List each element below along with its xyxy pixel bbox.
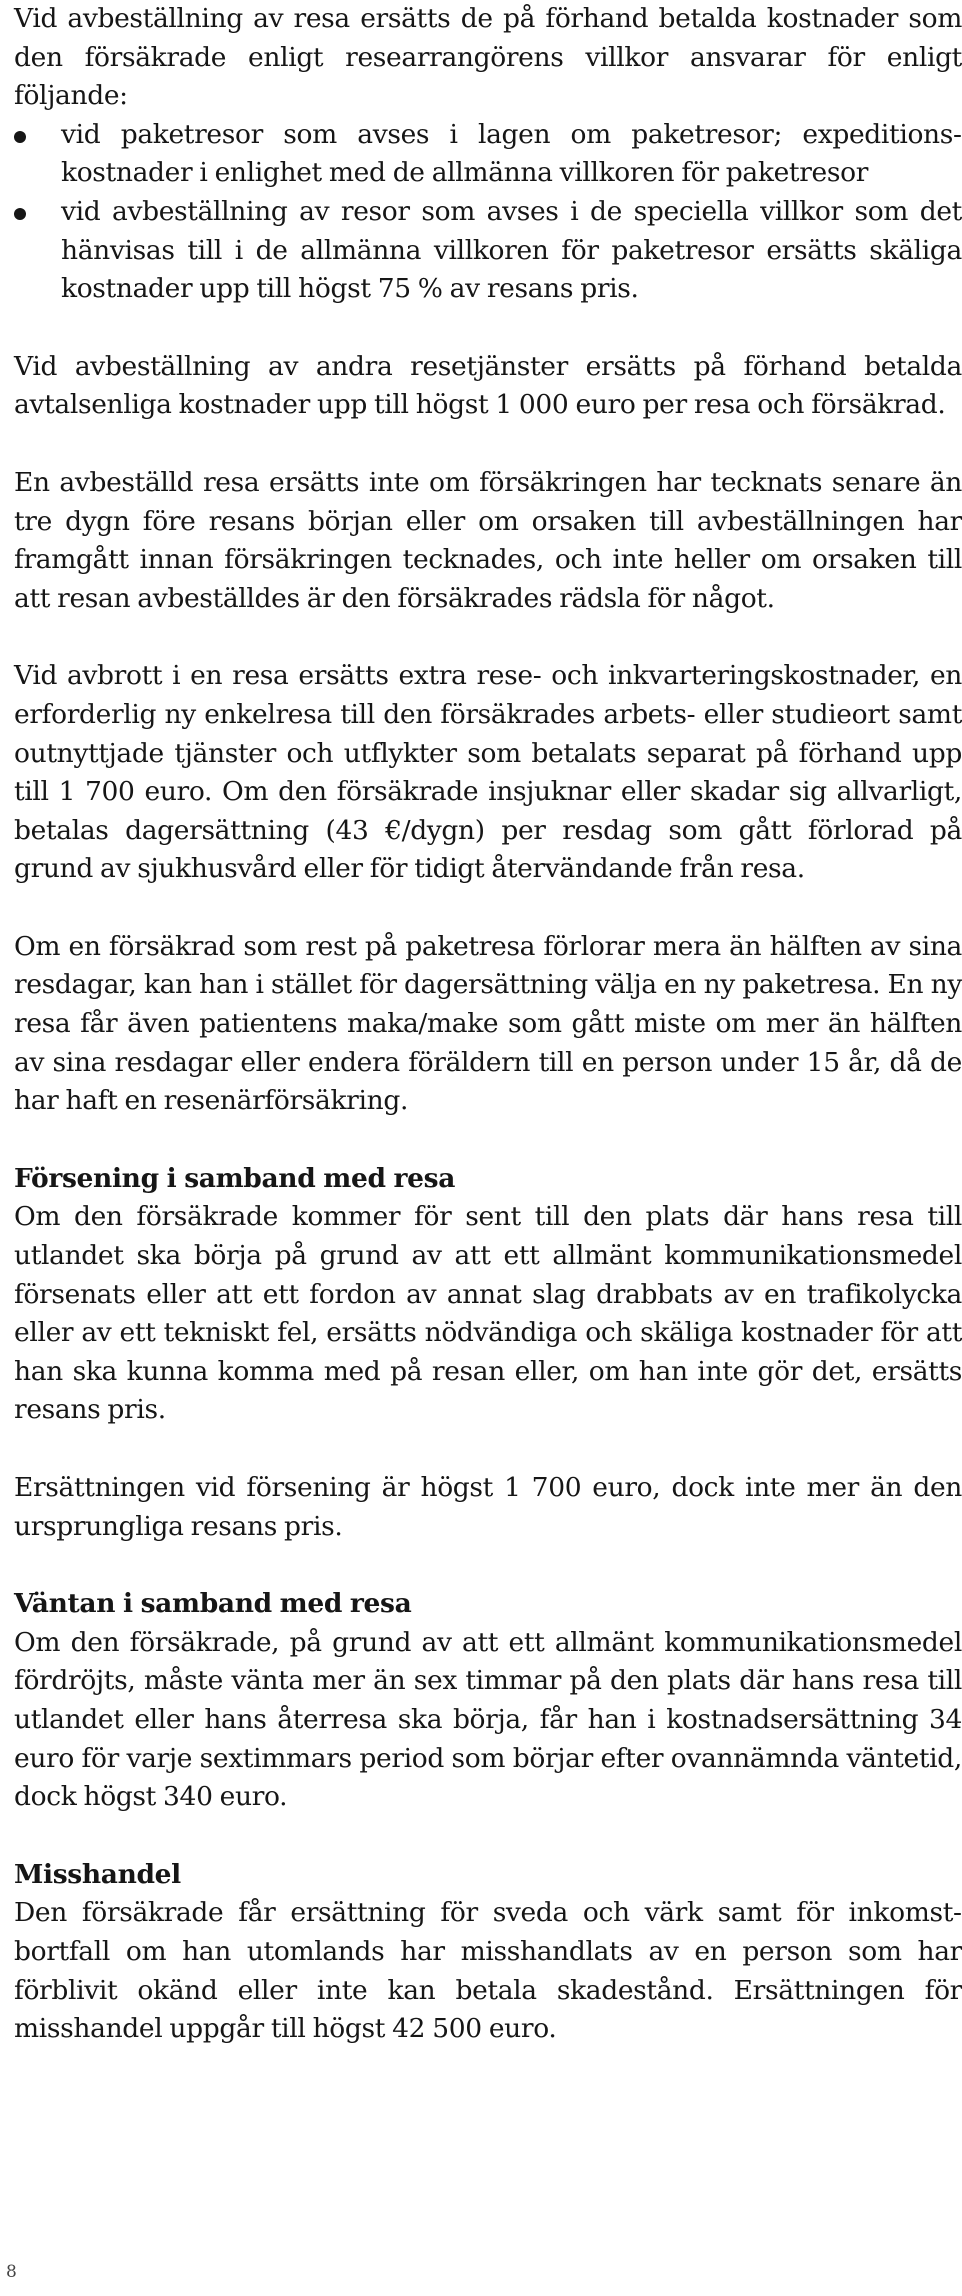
paragraph-delay-limit: Ersättningen vid försening är högst 1 700 euro, dock inte mer än den ursprungliga resans pris.	[14, 1472, 962, 1542]
paragraph-delay: Om den försäkrade kommer för sent till den plats där hans resa till utlandet ska börja på grund av att ett allmänt kommunikationsmedel försenats eller att ett fordon av annat slag drabbats av en trafikolycka eller av ett tekniskt fel, ersätts nödvändiga och skäliga kostnader för att han ska kunna komma med på resan eller, om han inte gör det, ersätts resans pris.	[14, 1201, 962, 1426]
intro-paragraph: Vid avbeställning av resa ersätts de på förhand betalda kostnader som den försäkrade enligt researrangörens villkor ansvarar för enligt följande:	[14, 3, 962, 112]
section-heading-assault: Misshandel	[14, 1858, 181, 1890]
bullet-icon	[14, 208, 26, 220]
paragraph-waiting: Om den försäkrade, på grund av att ett allmänt kommunikationsmedel fördröjts, måste vänta mer än sex timmar på den plats där hans resa till utlandet eller hans återresa ska börja, får han i kostnadsersättning 34 euro för varje sextimmars period som börjar efter ovannämnda väntetid, dock högst 340 euro.	[14, 1626, 962, 1813]
paragraph-trip-interruption: Vid avbrott i en resa ersätts extra rese- och inkvarteringskostnader, en erforderlig ny enkelresa till den försäkrades arbets- eller studieort samt outnyttjade tjänster och utflykter som betalats separat på förhand upp till 1 700 euro. Om den försäkrade insjuknar eller skadar sig allvarligt, betalas dagersättning (43 €/dygn) per resdag som gått förlorad på grund av sjukhusvård eller för tidigt återvändande från resa.	[14, 660, 962, 885]
bullet-text: vid avbeställning av resor som avses i de speciella villkor som det hänvisas till i de allmänna villkoren för paketresor ersätts skäliga kostnader upp till högst 75 % av resans pris.	[61, 195, 962, 305]
paragraph-assault: Den försäkrade får ersättning för sveda och värk samt för inkomstbortfall om han utomlands har misshandlats av en person som har förblivit okänd eller inte kan betala skadestånd. Ersättningen för misshandel uppgår till högst 42 500 euro.	[14, 1897, 962, 2045]
bullet-list	[14, 116, 962, 309]
paragraph-cancellation-exclusions: En avbeställd resa ersätts inte om försäkringen har tecknats senare än tre dygn före resans början eller om orsaken till avbeställningen har framgått innan försäkringen tecknades, och inte heller om orsaken till att resan avbeställdes är den försäkrades rädsla för något.	[14, 466, 962, 614]
page-number: 8	[6, 2262, 17, 2282]
section-heading-delay: Försening i samband med resa	[14, 1162, 456, 1194]
bullet-item	[14, 116, 962, 193]
bullet-icon	[14, 131, 26, 143]
section-heading-waiting: Väntan i samband med resa	[14, 1588, 412, 1620]
document-body	[14, 0, 962, 2049]
paragraph-package-tour: Om en försäkrad som rest på paketresa förlorar mera än hälften av sina resdagar, kan han i stället för dagersättning välja en ny paketresa. En ny resa får även patientens maka/make som gått miste om mer än hälften av sina resdagar eller endera föräldern till en person under 15 år, då de har haft en resenärförsäkring.	[14, 930, 962, 1117]
bullet-text: vid paketresor som avses i lagen om paketresor; expeditionskostnader i enlighet med de allmänna villkoren för paketresor	[61, 118, 962, 189]
paragraph-cancellation-other: Vid avbeställning av andra resetjänster ersätts på förhand betalda avtalsenliga kostnader upp till högst 1 000 euro per resa och försäkrad.	[14, 350, 962, 421]
bullet-item	[14, 193, 962, 309]
